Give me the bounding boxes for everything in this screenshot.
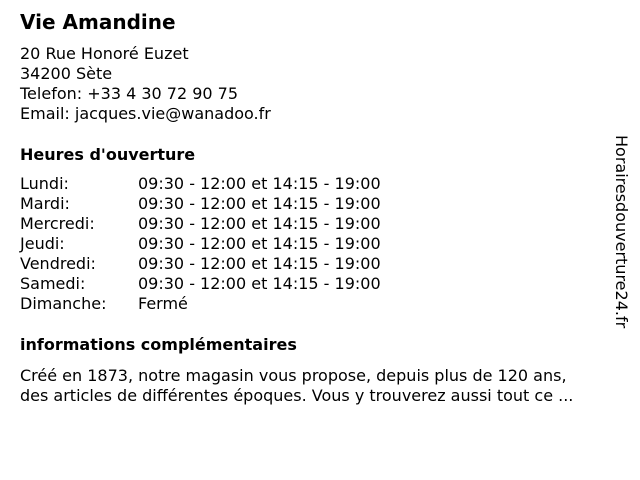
time-range: 09:30 - 12:00 et 14:15 - 19:00 (138, 194, 381, 213)
opening-hours-heading: Heures d'ouverture (20, 145, 196, 164)
hours-row-saturday (20, 274, 440, 294)
business-description (20, 366, 620, 406)
day-label: Samedi: (20, 274, 86, 293)
time-range: 09:30 - 12:00 et 14:15 - 19:00 (138, 274, 381, 293)
business-name: Vie Amandine (20, 10, 176, 34)
opening-hours-table (20, 174, 440, 314)
day-label: Jeudi: (20, 234, 65, 253)
time-range: 09:30 - 12:00 et 14:15 - 19:00 (138, 174, 381, 193)
watermark-text: Horairesdouverture24.fr (612, 135, 631, 329)
address-street: 20 Rue Honoré Euzet (20, 44, 189, 63)
hours-row-thursday (20, 234, 440, 254)
hours-row-friday (20, 254, 440, 274)
time-range: 09:30 - 12:00 et 14:15 - 19:00 (138, 254, 381, 273)
hours-row-monday (20, 174, 440, 194)
description-line: Créé en 1873, notre magasin vous propose, depuis plus de 120 ans, (20, 366, 567, 385)
day-label: Vendredi: (20, 254, 96, 273)
description-line: des articles de différentes époques. Vous y trouverez aussi tout ce ... (20, 386, 574, 405)
address-city: 34200 Sète (20, 64, 113, 83)
hours-row-wednesday (20, 214, 440, 234)
phone-number: Telefon: +33 4 30 72 90 75 (20, 84, 239, 103)
day-label: Mardi: (20, 194, 70, 213)
day-label: Lundi: (20, 174, 69, 193)
time-range: 09:30 - 12:00 et 14:15 - 19:00 (138, 234, 381, 253)
time-range: Fermé (138, 294, 188, 313)
day-label: Dimanche: (20, 294, 107, 313)
email-address: Email: jacques.vie@wanadoo.fr (20, 104, 271, 123)
site-watermark (611, 135, 631, 347)
time-range: 09:30 - 12:00 et 14:15 - 19:00 (138, 214, 381, 233)
contact-block (20, 44, 271, 124)
hours-row-sunday (20, 294, 440, 314)
additional-info-heading: informations complémentaires (20, 335, 297, 354)
hours-row-tuesday (20, 194, 440, 214)
day-label: Mercredi: (20, 214, 95, 233)
